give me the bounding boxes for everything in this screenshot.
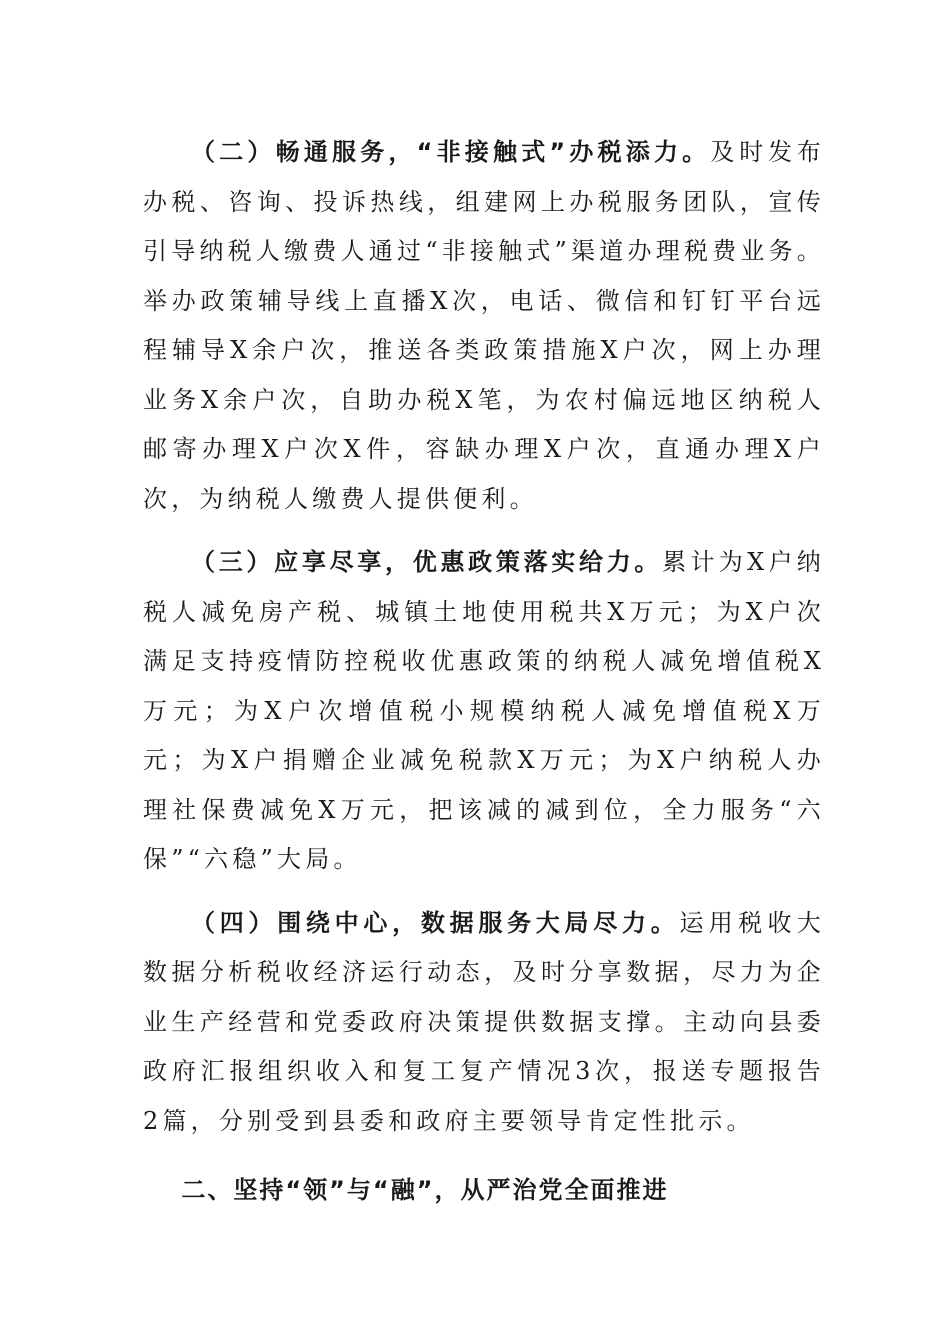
paragraph-text: 累计为X户纳税人减免房产税、城镇土地使用税共X万元；为X户次满足支持疫情防控税收优惠政策的纳税人减免增值税X万元；为X户次增值税小规模纳税人减免增值税X万元；为X户捐赠企业减免税款X万元；为X户纳税人办理社保费减免X万元，把该减的减到位，全力服务“六保”“六稳”大局。 bbox=[143, 548, 825, 873]
paragraph-lead: （四）围绕中心，数据服务大局尽力。 bbox=[191, 908, 680, 937]
paragraph-text: 及时发布办税、咨询、投诉热线，组建网上办税服务团队，宣传引导纳税人缴费人通过“非接触式”渠道办理税费业务。举办政策辅导线上直播X次，电话、微信和钉钉平台远程辅导X余户次，推送各类政策措施X户次，网上办理业务X余户次，自助办税X笔，为农村偏远地区纳税人邮寄办理X户次X件，容缺办理X户次，直通办理X户次，为纳税人缴费人提供便利。 bbox=[143, 138, 825, 513]
section-heading: 二、坚持“领”与“融”，从严治党全面推进 bbox=[181, 1176, 669, 1204]
paragraph-text: 运用税收大数据分析税收经济运行动态，及时分享数据，尽力为企业生产经营和党委政府决策提供数据支撑。主动向县委政府汇报组织收入和复工复产情况3次，报送专题报告2篇，分别受到县委和政府主要领导肯定性批示。 bbox=[143, 908, 826, 1135]
paragraph-lead: （三）应享尽享，优惠政策落实给力。 bbox=[191, 548, 663, 576]
document-body bbox=[143, 128, 825, 1216]
paragraph-lead: （二）畅通服务，“非接触式”办税添力。 bbox=[191, 138, 711, 166]
paragraph-service bbox=[143, 128, 825, 524]
paragraph-data bbox=[143, 899, 825, 1147]
paragraph-policy bbox=[143, 538, 825, 885]
